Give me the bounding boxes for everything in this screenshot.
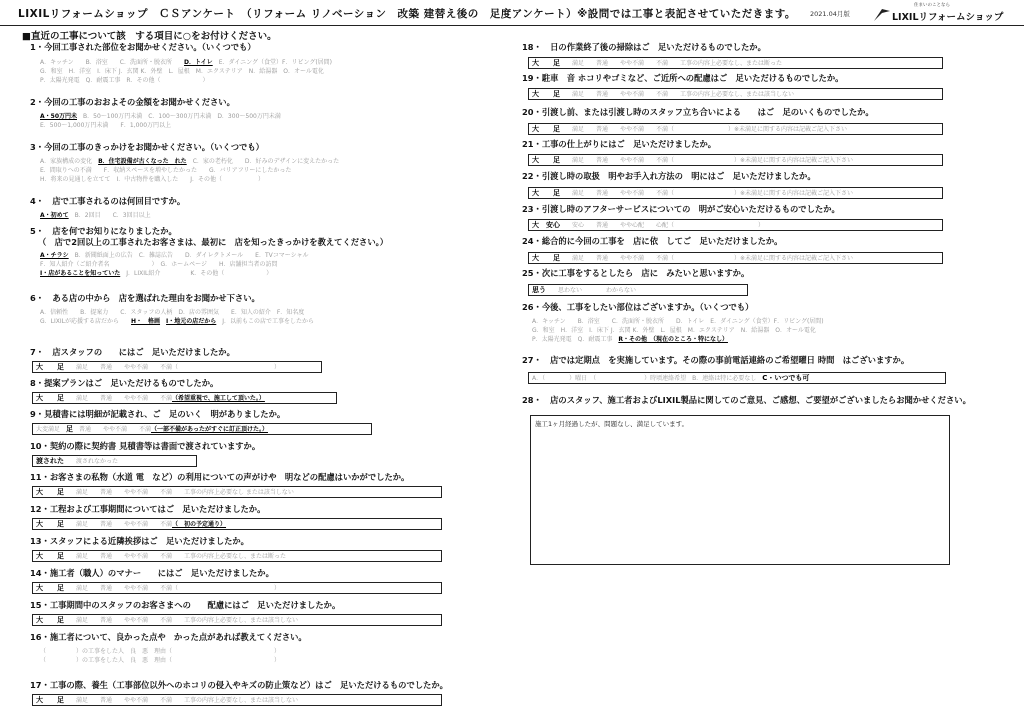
selected-rating[interactable]: 大 足: [36, 552, 64, 560]
question-25: [522, 268, 1002, 279]
selected-option-toilet[interactable]: D．トイレ: [184, 59, 213, 66]
question-12-title: 12・工程および工事期間についてはご 足いただけましたか。: [30, 504, 266, 514]
rating-options[interactable]: 満足 普通 やや不満 不満 工事の内容上必要なし、または断った: [560, 60, 783, 67]
rating-options[interactable]: 渡されなかった: [64, 458, 119, 465]
question-27: [522, 355, 1002, 366]
question-26-title: 26・今後、工事をしたい部位はございますか。（いくつでも）: [522, 302, 754, 312]
option-text[interactable]: A．家族構成の変化: [40, 158, 99, 165]
brand-tagline: 住まいのことなら: [914, 3, 950, 8]
question-13-title: 13・スタッフによる近隣挨拶はご 足いただけましたか。: [30, 536, 249, 546]
option-line[interactable]: E．500～1,000万円未満 F．1,000万円以上: [40, 122, 172, 129]
selected-rating[interactable]: 大 安心: [532, 221, 560, 229]
page-header: [0, 0, 1024, 26]
selected-rating[interactable]: 大 足: [36, 696, 64, 704]
selected-rating[interactable]: 大 足: [36, 363, 64, 371]
question-15: [30, 600, 510, 611]
rating-options[interactable]: 満足 普通 やや不満 不満 工事の内容上必要なし、または該当しない: [64, 697, 299, 704]
question-12-answer[interactable]: [32, 518, 442, 530]
option-line[interactable]: G．和室 H．洋室 I．床下 J．玄関 K．外壁 L．屋根 M．エクステリア N．給湯器 O．オール電化: [532, 327, 816, 334]
question-6-title: 6・ ある店の中から 店を選ばれた理由をお聞かせ下さい。: [30, 293, 260, 303]
question-25-answer[interactable]: [528, 284, 748, 296]
question-2-options: [40, 112, 510, 130]
question-18-title: 18・ 日の作業終了後の掃除はご 足いただけるものでしたか。: [522, 42, 766, 52]
selected-rating[interactable]: 思う: [532, 286, 546, 294]
rating-options[interactable]: 満足 普通 やや不満 不満（ ）※未満足に関する内容は記載ご記入下さい: [560, 126, 848, 133]
question-24: [522, 236, 1002, 247]
question-11-answer[interactable]: [32, 486, 442, 498]
question-20-answer[interactable]: [528, 123, 943, 135]
selected-option-local-store[interactable]: I・地元の店だから: [166, 318, 217, 325]
selected-option-other-none[interactable]: R・その他 （現在のところ・特になし）: [618, 336, 728, 343]
question-20-title: 20・引渡し前、または引渡し時のスタッフ立ち合いによる はご 足のいくものでしたか。: [522, 107, 874, 117]
selected-option-first-time[interactable]: A・初めて: [40, 212, 69, 219]
survey-title: LIXILリフォームショップ ＣＳアンケート （リフォーム リノベーション 改築 建替え後の 足度アンケート）※設問では工事と表記させていただきます。: [18, 8, 796, 20]
instruction-text: ■直近の工事について該 する項目に○をお付けください。: [22, 31, 277, 42]
question-23-title: 23・引渡し時のアフターサービスについての 明がご安心いただけるものでしたか。: [522, 204, 840, 214]
option-text[interactable]: J．以前もこの店で工事をしたから: [216, 318, 315, 325]
question-22-answer[interactable]: [528, 187, 943, 199]
question-14-answer[interactable]: [32, 582, 442, 594]
comments-textarea[interactable]: [530, 415, 950, 565]
brand-mark-icon: [872, 7, 892, 23]
question-10: [30, 441, 510, 452]
option-text[interactable]: C．家の老朽化 D．好みのデザインに変えたかった: [186, 158, 340, 165]
question-8: [30, 378, 510, 389]
selected-rating[interactable]: 大 足: [532, 254, 560, 262]
question-13-answer[interactable]: [32, 550, 442, 562]
question-10-answer[interactable]: [32, 455, 197, 467]
question-27-answer[interactable]: [528, 372, 946, 384]
answer-note: （一部不備があったがすぐに訂正頂けた。）: [151, 426, 268, 433]
question-25-title: 25・次に工事をするとしたら 店に みたいと思いますか。: [522, 268, 750, 278]
question-16-title: 16・施工者について、良かった点や かった点があれば教えてください。: [30, 632, 307, 642]
question-16-options: [40, 647, 510, 665]
question-3: [30, 142, 510, 184]
option-text[interactable]: B．50～100万円未満 C．100～300万円未満 D．300～500万円未満: [83, 113, 281, 120]
question-3-title: 3・今回の工事のきっかけをお聞かせください。（いくつでも）: [30, 142, 264, 152]
question-8-answer[interactable]: [32, 392, 337, 404]
option-line[interactable]: （ ）の工事をした人 良 悪 理由（ ）: [40, 657, 281, 664]
selected-option-price[interactable]: H・ 格画: [131, 318, 161, 325]
question-13: [30, 536, 510, 547]
question-22: [522, 171, 1002, 182]
option-text[interactable]: B．新聞紙面上の広告 C．雑誌広告 D．ダイレクトメール E．TVコマーシャル: [68, 252, 309, 259]
selected-rating[interactable]: 大 足: [36, 394, 64, 402]
rating-options[interactable]: 満足 普通 やや不満 不満 工事の内容上必要なし、または該当しない: [64, 617, 299, 624]
selected-rating[interactable]: 大 足: [532, 125, 560, 133]
question-26-options: [532, 317, 1002, 344]
question-9-answer[interactable]: [32, 423, 372, 435]
rating-options[interactable]: 満足 普通 やや不満 不満（ ）: [64, 364, 281, 371]
question-21: [522, 139, 1002, 150]
question-15-title: 15・工事期間中のスタッフのお客さまへの 配慮にはご 足いただけましたか。: [30, 600, 341, 610]
rating-options[interactable]: 満足 普通 やや不満 不満 工事の内容上必要なし、または該当しない: [560, 91, 795, 98]
rating-options[interactable]: 満足 普通 やや不満 不満（ ）※未満足に関する内容は記載ご記入下さい: [560, 255, 854, 262]
rating-options[interactable]: 大変満足: [36, 426, 67, 433]
question-18: [522, 42, 1002, 53]
question-6-options: [40, 308, 510, 326]
rating-options[interactable]: 満足 普通 やや不満 不満 工事の内容上必要なし、または断った: [64, 553, 287, 560]
option-text[interactable]: E．ダイニング（食堂）F．リビング(居間): [212, 59, 333, 66]
comments-text: 施工1ヶ月経過したが、問題なし、満足しています。: [535, 420, 689, 428]
answer-note: （希望重視で、施工して頂いた。）: [172, 395, 265, 402]
question-8-title: 8・提案プランはご 足いただけるものでしたか。: [30, 378, 219, 388]
selected-rating[interactable]: 大 足: [36, 616, 64, 624]
question-5-subtitle: （ 店で2回以上の工事されたお客さまは、最初に 店を知ったきっかけを教えてください。）: [38, 237, 389, 247]
rating-options[interactable]: 安心 普通 やや心配 心配（ ）: [560, 222, 765, 229]
question-14-title: 14・施工者（職人）のマナー にはご 足いただけましたか。: [30, 568, 274, 578]
question-16: [30, 632, 510, 665]
question-20: [522, 107, 1002, 118]
option-line[interactable]: G．和室 H．洋室 I．床下 J．玄関 K．外壁 L．屋根 M．エクステリア N．給湯器 O．オール電化: [40, 68, 324, 75]
selected-option-under-500k[interactable]: A・50万円未: [40, 113, 77, 120]
answer-note: （ 初の予定通り）: [172, 521, 227, 528]
question-28: [522, 395, 1022, 406]
brand-logo: [870, 2, 1004, 24]
rating-options[interactable]: 満足 普通 やや不満 不満: [64, 521, 173, 528]
selected-option-flyer[interactable]: A・チラシ: [40, 252, 69, 259]
question-2: [30, 97, 510, 130]
question-5-title: 5・ 店を何でお知りになりましたか。: [30, 226, 177, 236]
rating-options[interactable]: A．（ ）曜日 （ ）時頃連絡希望 B．連絡は特に必要なし: [532, 375, 763, 382]
rating-options[interactable]: 満足 普通 やや不満 不満（ ）: [64, 585, 281, 592]
selected-option-anytime[interactable]: C・いつでも可: [762, 374, 810, 382]
question-6: [30, 293, 510, 326]
question-24-title: 24・総合的に今回の工事を 店に依 してご 足いただけましたか。: [522, 236, 783, 246]
question-7-answer[interactable]: [32, 361, 322, 373]
selected-rating[interactable]: 大 足: [532, 156, 560, 164]
question-11-title: 11・お客さまの私物（水道 電 など）の利用についての声がけや 明などの配慮はいかがでしたか。: [30, 472, 410, 482]
question-17: [30, 680, 510, 691]
question-12: [30, 504, 510, 515]
question-17-title: 17・工事の際、養生（工事部位以外へのホコリの侵入やキズの防止策など）はご 足いただけるものでしたか。: [30, 680, 448, 690]
rating-options[interactable]: 満足 普通 やや不満 不満（ ）※未満足に関する内容は記載ご記入下さい: [560, 190, 854, 197]
selected-rating[interactable]: 大 足: [36, 584, 64, 592]
question-1: [30, 42, 510, 85]
question-9-title: 9・見積書には明細が記載され、ご 足のいく 明がありましたか。: [30, 409, 286, 419]
question-3-options: [40, 157, 510, 184]
question-17-answer[interactable]: [32, 694, 442, 706]
selected-option-knew-store[interactable]: I・店があることを知っていた: [40, 270, 121, 277]
rating-options[interactable]: 思わない わからない: [546, 287, 637, 294]
option-line[interactable]: A．キッチン B．浴室 C．洗面所・脱衣所 D．トイレ E．ダイニング（食堂）F．リビング(居間): [532, 318, 824, 325]
selected-rating[interactable]: 大 足: [532, 90, 560, 98]
selected-rating[interactable]: 足: [66, 425, 74, 433]
rating-options[interactable]: 満足 普通 やや不満 不満 工事の内容上必要なし または該当しない: [64, 489, 294, 496]
option-line[interactable]: F．知人紹介（ご紹介者名 ） G．ホームページ H．店舗担当者の訪問: [40, 261, 278, 268]
option-line[interactable]: A．信頼性 B．提案力 C．スタッフの人柄 D．店の雰囲気 E．知人の紹介 F．知名度: [40, 309, 305, 316]
question-9: [30, 409, 510, 420]
selected-rating[interactable]: 大 足: [532, 189, 560, 197]
question-23: [522, 204, 1002, 215]
question-19-title: 19・駐車 音 ホコリやゴミなど、ご近所への配慮はご 足いただけるものでしたか。: [522, 73, 844, 83]
question-14: [30, 568, 510, 579]
option-text[interactable]: A．キッチン B．浴室 C．洗面所・脱衣所: [40, 59, 184, 66]
question-1-title: 1・今回工事された部位をお聞かせください。（いくつでも）: [30, 42, 256, 52]
selected-rating[interactable]: 渡された: [36, 457, 64, 465]
rating-options[interactable]: 満足 普通 やや不満 不満: [64, 395, 173, 402]
version-date: 2021.04月版: [810, 10, 850, 18]
brand-name: LIXILリフォームショップ: [892, 12, 1004, 23]
question-26: [522, 302, 1002, 344]
question-21-answer[interactable]: [528, 154, 943, 166]
selected-option-old-equipment[interactable]: B．住宅設備が古くなった れた: [98, 158, 187, 165]
rating-options[interactable]: 満足 普通 やや不満 不満（ ）※未満足に関する内容は記載ご記入下さい: [560, 157, 854, 164]
question-21-title: 21・工事の仕上がりにはご 足いただけましたか。: [522, 139, 717, 149]
question-24-answer[interactable]: [528, 252, 943, 264]
selected-rating[interactable]: 大 足: [36, 520, 64, 528]
selected-rating[interactable]: 大 足: [36, 488, 64, 496]
question-23-answer[interactable]: [528, 219, 943, 231]
question-4-title: 4・ 店で工事されるのは何回目ですか。: [30, 196, 186, 206]
question-5-options: [40, 251, 510, 278]
question-4-options: [40, 211, 510, 220]
option-line[interactable]: H．将来の見通しを立てて I．中古物件を購入した J．その他（ ）: [40, 176, 265, 183]
question-19: [522, 73, 1002, 84]
option-line[interactable]: （ ）の工事をした人 良 悪 理由（ ）: [40, 648, 281, 655]
question-27-title: 27・ 店では定期点 を実施しています。その際の事前電話連絡のご希望曜日 時間 はございますか。: [522, 355, 910, 365]
option-text[interactable]: G．LIXILが応援する店だから: [40, 318, 131, 325]
option-text[interactable]: P．太陽光発電 Q．耐震工事: [532, 336, 619, 343]
question-7-title: 7・ 店スタッフの にはご 足いただけましたか。: [30, 347, 235, 357]
question-4: [30, 196, 510, 220]
selected-rating[interactable]: 大 足: [532, 59, 560, 67]
question-7: [30, 347, 510, 358]
question-10-title: 10・契約の際に契約書 見積書等は書面で渡されていますか。: [30, 441, 261, 451]
question-1-options: [40, 58, 510, 85]
question-15-answer[interactable]: [32, 614, 442, 626]
option-line[interactable]: E．間取りへの不満 F．収納スペースを増やしたかった G．バリアフリーにしたかった: [40, 167, 292, 174]
question-2-title: 2・今回の工事のおおよその金額をお聞かせください。: [30, 97, 235, 107]
question-28-title: 28・ 店のスタッフ、施工者およびLIXIL製品に関してのご意見、ご感想、ご要望がございましたらお聞かせください。: [522, 395, 971, 405]
option-text[interactable]: B．2回目 C．3回目以上: [68, 212, 151, 219]
question-22-title: 22・引渡し時の取扱 明やお手入れ方法の 明にはご 足いただけましたか。: [522, 171, 816, 181]
option-text[interactable]: J．LIXIL紹介 K．その他（ ）: [120, 270, 273, 277]
question-5: [30, 226, 510, 278]
question-18-answer[interactable]: [528, 57, 943, 69]
question-11: [30, 472, 510, 483]
rating-options[interactable]: 普通 やや不満 不満: [73, 426, 152, 433]
option-line[interactable]: P．太陽光発電 Q．耐震工事 R．その他（ ）: [40, 77, 209, 84]
question-19-answer[interactable]: [528, 88, 943, 100]
